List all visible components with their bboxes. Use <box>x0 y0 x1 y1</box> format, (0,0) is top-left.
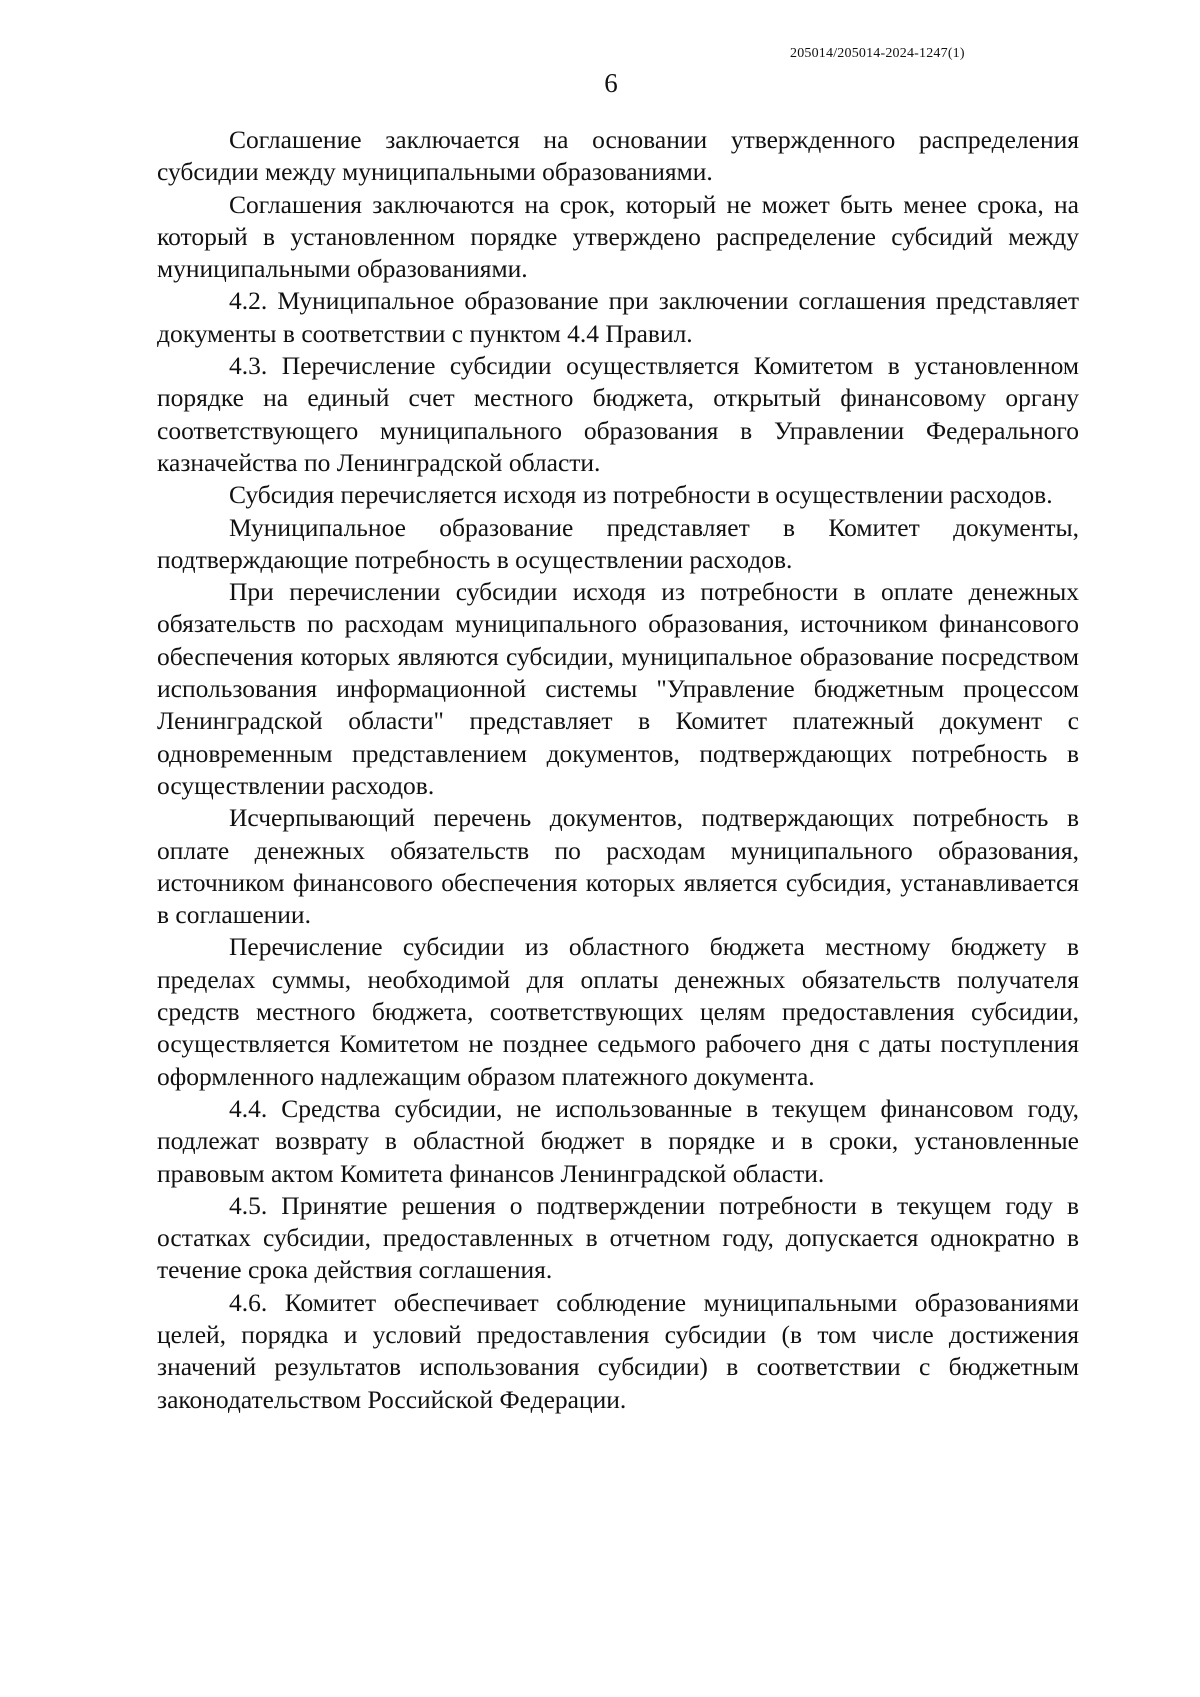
paragraph: Муниципальное образование представляет в Комитет документы, подтверждающие потребность в осуществлении расходов. <box>157 512 1079 574</box>
paragraph: Субсидия перечисляется исходя из потребности в осуществлении расходов. <box>229 480 1053 510</box>
paragraph: При перечислении субсидии исходя из потребности в оплате денежных обязательств по расходам муниципального образования, источником финансового обеспечения которых являются субсидии, муниципальное образование посредством использования информационной системы "Управление бюджетным процессом Ленинградской области" представляет в Комитет платежный документ с одновременным представлением документов, подтверждающих потребность в осуществлении расходов. <box>157 577 1079 800</box>
paragraph: Соглашения заключаются на срок, который не может быть менее срока, на который в установленном порядке утверждено распределение субсидий между муниципальными образованиями. <box>157 189 1079 284</box>
paragraph: 4.2. Муниципальное образование при заключении соглашения представляет документы в соответствии с пунктом 4.4 Правил. <box>157 286 1079 348</box>
paragraph: 4.3. Перечисление субсидии осуществляется Комитетом в установленном порядке на единый счет местного бюджета, открытый финансовому органу соответствующего муниципального образования в Управлении Федерального казначейства по Ленинградской области. <box>157 351 1079 477</box>
document-id: 205014/205014-2024-1247(1) <box>790 46 965 61</box>
document-body <box>157 124 1079 1416</box>
paragraph: Исчерпывающий перечень документов, подтверждающих потребность в оплате денежных обязательств по расходам муниципального образования, источником финансового обеспечения которых является субсидия, устанавливается в соглашении. <box>157 803 1079 930</box>
page-number: 6 <box>604 68 618 98</box>
paragraph: 4.6. Комитет обеспечивает соблюдение муниципальными образованиями целей, порядка и условий предоставления субсидии (в том числе достижения значений результатов использования субсидии) в соответствии с бюджетным законодательством Российской Федерации. <box>157 1287 1079 1414</box>
paragraph: 4.5. Принятие решения о подтверждении потребности в текущем году в остатках субсидии, предоставленных в отчетном году, допускается однократно в течение срока действия соглашения. <box>157 1190 1079 1285</box>
paragraph: Перечисление субсидии из областного бюджета местному бюджету в пределах суммы, необходимой для оплаты денежных обязательств получателя средств местного бюджета, соответствующих целям предоставления субсидии, осуществляется Комитетом не позднее седьмого рабочего дня с даты поступления оформленного надлежащим образом платежного документа. <box>157 932 1079 1091</box>
paragraph: Соглашение заключается на основании утвержденного распределения субсидии между муниципальными образованиями. <box>157 125 1079 187</box>
paragraph: 4.4. Средства субсидии, не использованные в текущем финансовом году, подлежат возврату в областной бюджет в порядке и в сроки, установленные правовым актом Комитета финансов Ленинградской области. <box>157 1093 1079 1188</box>
